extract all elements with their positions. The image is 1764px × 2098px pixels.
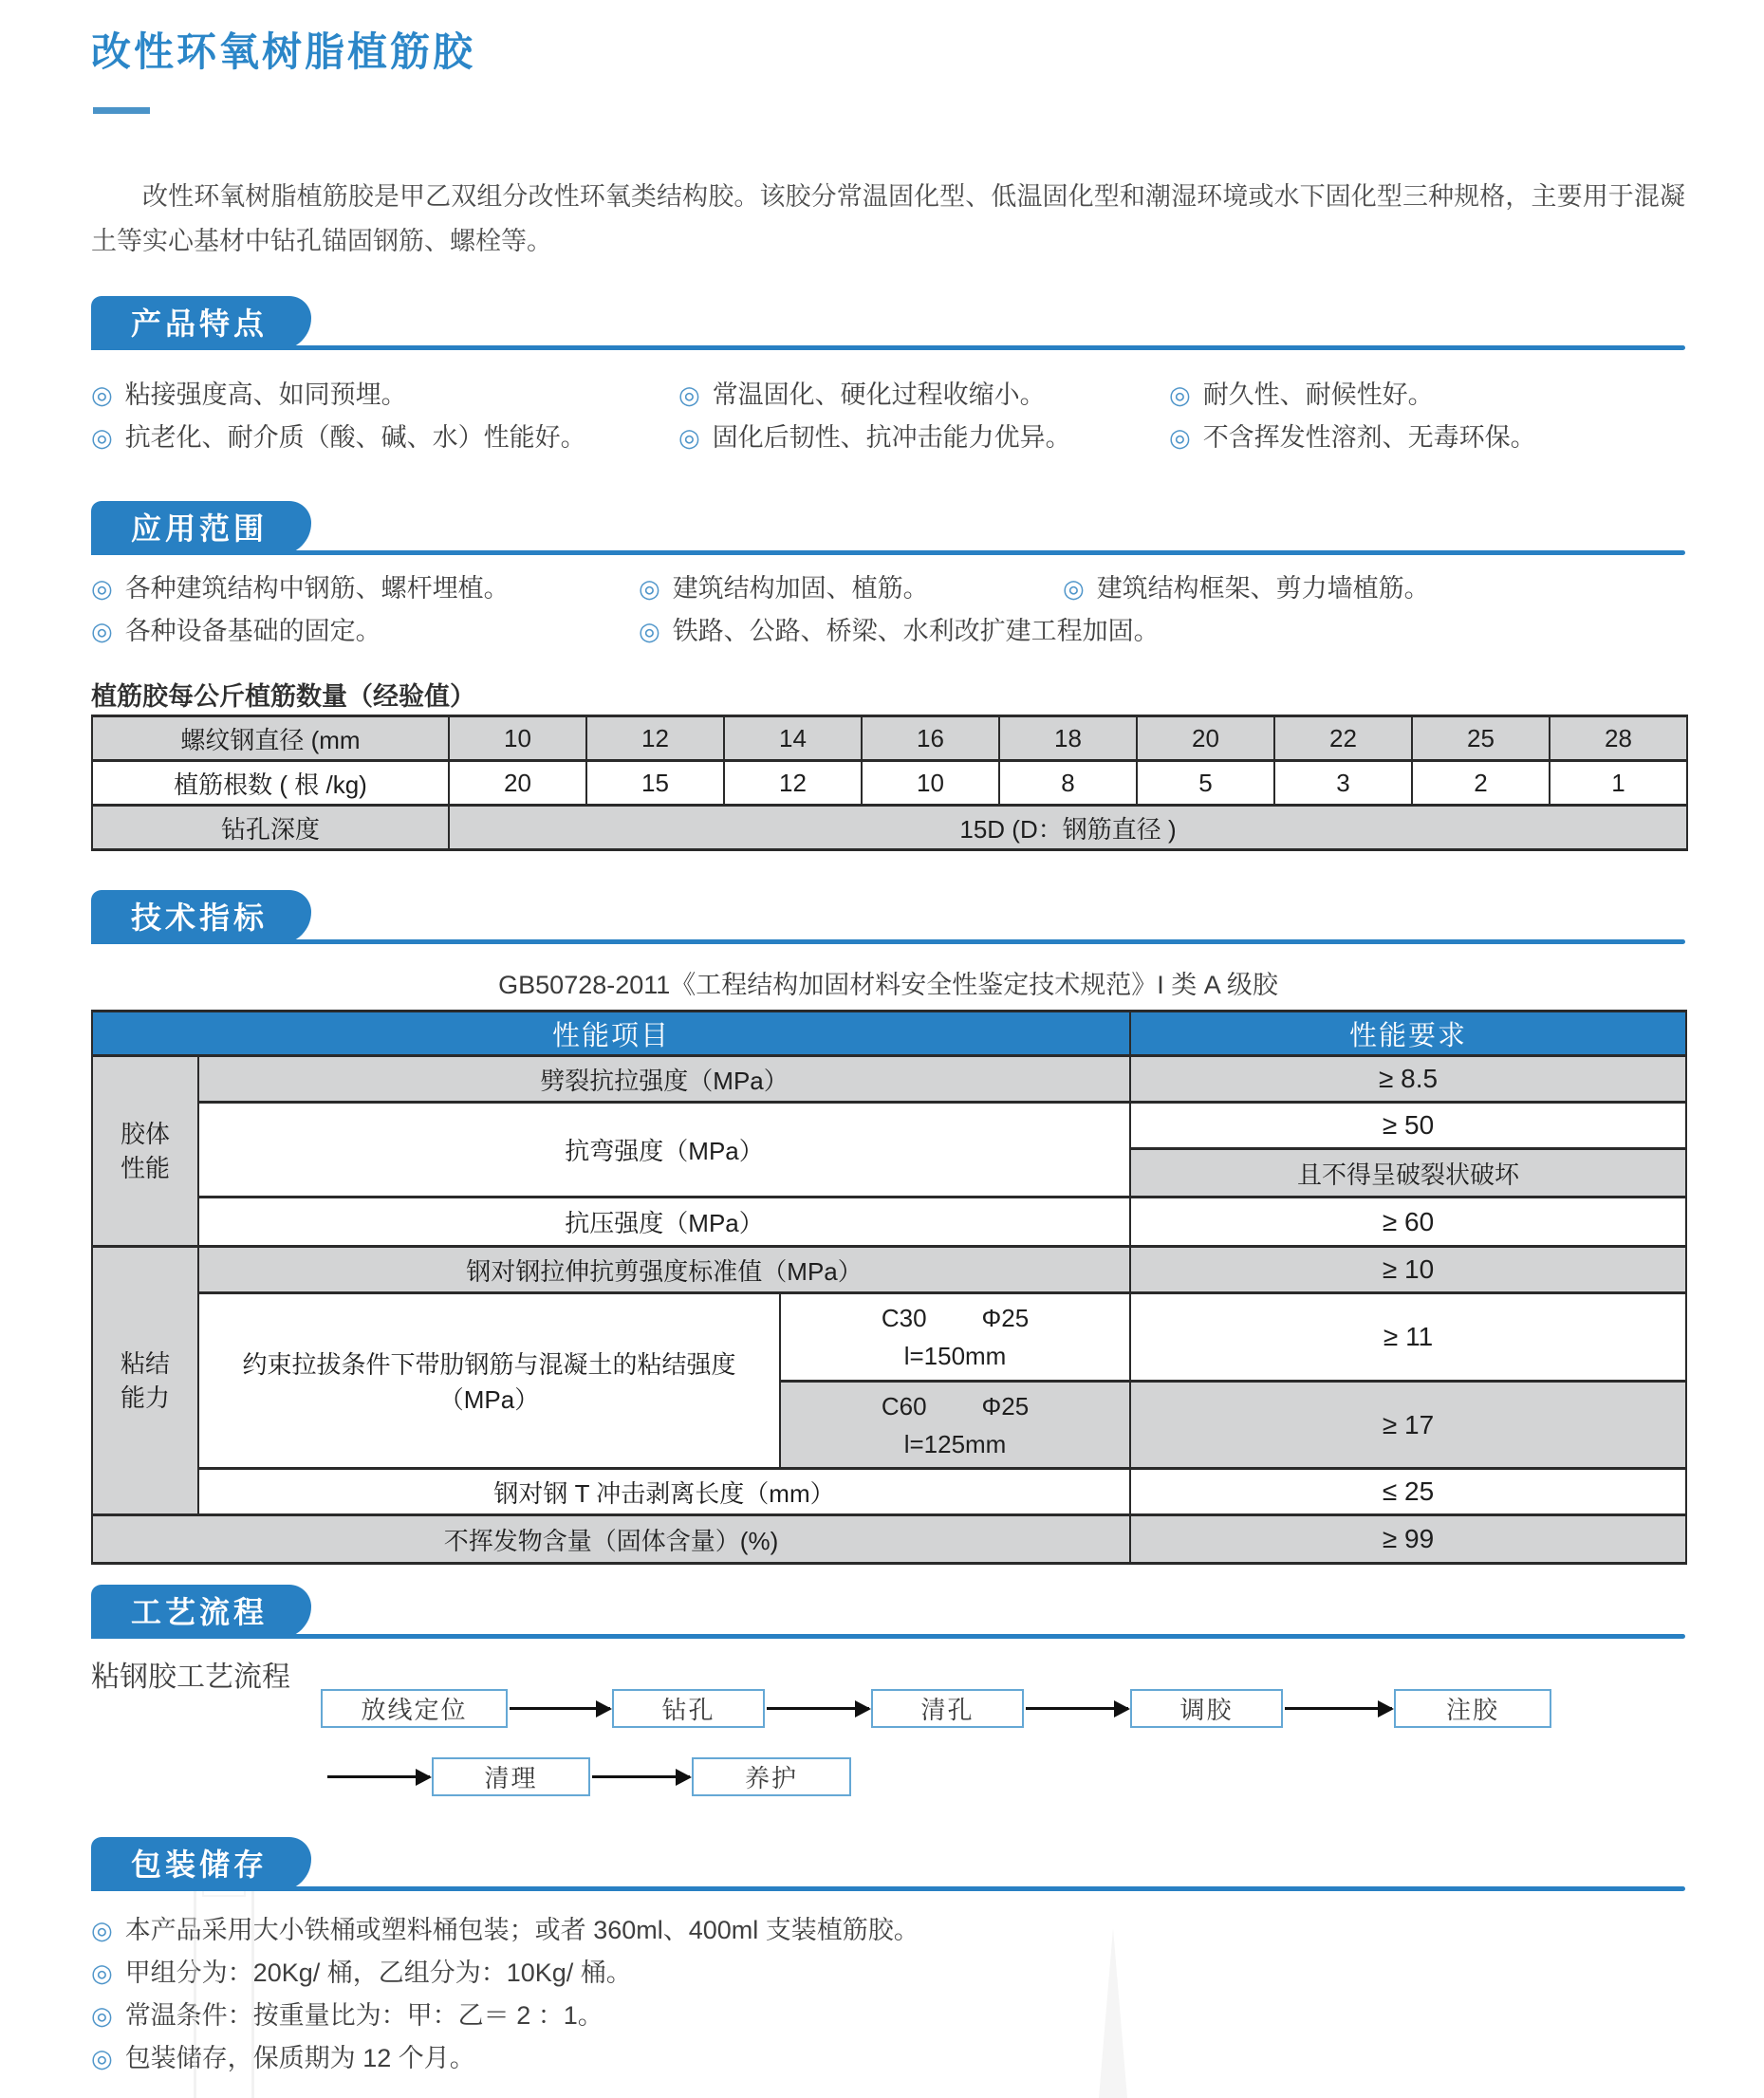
table-row	[92, 761, 1687, 806]
tech-table	[91, 1010, 1687, 1565]
property-cell: 约束拉拔条件下带肋钢筋与混凝土的粘结强度（MPa）	[198, 1293, 780, 1469]
bullseye-bullet-icon: ◎	[91, 574, 113, 603]
diameter-cell: 22	[1274, 716, 1412, 761]
column-header-req: 性能要求	[1130, 1012, 1686, 1056]
bullseye-bullet-icon: ◎	[91, 617, 113, 645]
bullseye-bullet-icon: ◎	[1169, 381, 1191, 409]
watermark-spire	[1099, 1928, 1127, 2098]
bullseye-bullet-icon: ◎	[91, 2044, 113, 2072]
content-area	[91, 0, 1685, 2098]
section-badge-features: 产品特点	[91, 296, 311, 350]
bullseye-bullet-icon: ◎	[1063, 574, 1085, 603]
diameter-cell: 12	[586, 716, 724, 761]
count-cell: 2	[1412, 761, 1550, 806]
list-item-text: 不含挥发性溶剂、无毒环保。	[1202, 423, 1536, 452]
diameter-cell: 28	[1550, 716, 1687, 761]
rebar-table-caption: 植筋胶每公斤植筋数量（经验值）	[91, 682, 475, 711]
bullseye-bullet-icon: ◎	[91, 2001, 113, 2030]
flow-arrow	[592, 1775, 690, 1778]
property-cell: 抗弯强度（MPa）	[198, 1103, 1130, 1198]
list-item	[1169, 376, 1685, 418]
table-row	[92, 1515, 1686, 1564]
flow-step-cleanup: 清理	[432, 1757, 590, 1796]
count-cell: 1	[1550, 761, 1687, 806]
section-tech-header	[91, 890, 1685, 945]
count-cell: 10	[862, 761, 999, 806]
requirement-cell: ≥ 11	[1130, 1293, 1686, 1382]
table-row	[92, 1056, 1686, 1103]
section-badge-packaging: 包装储存	[91, 1837, 311, 1891]
requirement-cell: ≥ 50	[1130, 1103, 1686, 1149]
requirement-cell: ≥ 10	[1130, 1247, 1686, 1293]
rebar-phi: Φ25	[981, 1391, 1030, 1420]
diameter-cell: 16	[862, 716, 999, 761]
group-label-bond: 粘结能力	[92, 1247, 198, 1515]
section-rule	[91, 345, 1685, 350]
section-rule	[91, 1634, 1685, 1639]
standard-note: GB50728-2011《工程结构加固材料安全性鉴定技术规范》I 类 A 级胶	[498, 971, 1278, 999]
requirement-cell: ≥ 60	[1130, 1198, 1686, 1247]
list-item	[678, 376, 1169, 418]
rebar-phi: Φ25	[981, 1304, 1030, 1332]
list-item-empty	[1063, 612, 1685, 655]
flow-arrow	[327, 1775, 430, 1778]
list-item-text: 建筑结构加固、植筋。	[672, 574, 929, 603]
list-item-text: 各种建筑结构中钢筋、螺杆埋植。	[124, 574, 510, 603]
bullseye-bullet-icon: ◎	[639, 574, 660, 603]
row-header: 钻孔深度	[92, 806, 449, 850]
flow-arrow	[1285, 1707, 1392, 1710]
count-cell: 8	[999, 761, 1137, 806]
table-row	[92, 1247, 1686, 1293]
count-cell: 20	[449, 761, 586, 806]
flow-arrow	[767, 1707, 869, 1710]
concrete-grade: C30	[881, 1304, 927, 1332]
applications-list	[91, 569, 1685, 655]
diameter-cell: 10	[449, 716, 586, 761]
bullseye-bullet-icon: ◎	[1169, 423, 1191, 452]
flow-arrow	[510, 1707, 610, 1710]
section-features-header	[91, 296, 1685, 351]
diameter-cell: 18	[999, 716, 1137, 761]
process-flowchart	[91, 1689, 1685, 1798]
list-item	[91, 376, 678, 418]
table-row	[92, 1198, 1686, 1247]
list-item	[639, 569, 1063, 612]
page-title: 改性环氧树脂植筋胶	[91, 29, 476, 74]
requirement-cell: ≥ 17	[1130, 1382, 1686, 1469]
diameter-cell: 20	[1137, 716, 1274, 761]
requirement-cell: ≥ 99	[1130, 1515, 1686, 1564]
flow-step-layout: 放线定位	[321, 1689, 508, 1728]
count-cell: 12	[724, 761, 862, 806]
property-cell: 钢对钢 T 冲击剥离长度（mm）	[198, 1469, 1130, 1515]
count-cell: 3	[1274, 761, 1412, 806]
diameter-cell: 14	[724, 716, 862, 761]
rebar-table	[91, 715, 1688, 851]
table-row	[92, 716, 1687, 761]
bullseye-bullet-icon: ◎	[91, 423, 113, 452]
list-item-text: 包装储存，保质期为 12 个月。	[124, 2044, 475, 2072]
spec-cell	[780, 1293, 1130, 1382]
diameter-cell: 25	[1412, 716, 1550, 761]
table-row	[92, 1469, 1686, 1515]
list-item-text: 甲组分为：20Kg/ 桶，乙组分为：10Kg/ 桶。	[124, 1959, 632, 1987]
list-item	[1169, 418, 1685, 461]
list-item-text: 各种设备基础的固定。	[124, 617, 381, 645]
column-header-item: 性能项目	[92, 1012, 1130, 1056]
group-label-gel: 胶体性能	[92, 1056, 198, 1247]
section-applications-header	[91, 501, 1685, 556]
bullseye-bullet-icon: ◎	[91, 1959, 113, 1987]
list-item	[91, 569, 639, 612]
flow-step-inject: 注胶	[1394, 1689, 1551, 1728]
list-item	[639, 612, 1160, 655]
list-item-text: 耐久性、耐候性好。	[1202, 381, 1434, 409]
features-list	[91, 376, 1685, 461]
section-rule	[91, 939, 1685, 944]
list-item-text: 固化后韧性、抗冲击能力优异。	[712, 423, 1071, 452]
requirement-cell: 且不得呈破裂状破坏	[1130, 1149, 1686, 1198]
section-process-header	[91, 1585, 1685, 1640]
list-item	[1063, 569, 1685, 612]
section-badge-applications: 应用范围	[91, 501, 311, 555]
count-cell: 5	[1137, 761, 1274, 806]
requirement-cell: ≥ 8.5	[1130, 1056, 1686, 1103]
flow-step-cure: 养护	[692, 1757, 851, 1796]
list-item-text: 建筑结构框架、剪力墙植筋。	[1096, 574, 1430, 603]
property-cell: 钢对钢拉伸抗剪强度标准值（MPa）	[198, 1247, 1130, 1293]
concrete-grade: C60	[881, 1391, 927, 1420]
table-row	[92, 1103, 1686, 1149]
bullseye-bullet-icon: ◎	[678, 381, 700, 409]
table-row	[92, 806, 1687, 850]
list-item	[91, 612, 639, 655]
title-underline	[93, 107, 150, 114]
property-cell: 抗压强度（MPa）	[198, 1198, 1130, 1247]
section-rule	[91, 550, 1685, 555]
count-cell: 15	[586, 761, 724, 806]
section-packaging-header	[91, 1837, 1685, 1892]
bullseye-bullet-icon: ◎	[678, 423, 700, 452]
bullseye-bullet-icon: ◎	[639, 617, 660, 645]
table-header-row	[92, 1012, 1686, 1056]
bullseye-bullet-icon: ◎	[91, 381, 113, 409]
spec-cell	[780, 1382, 1130, 1469]
bullseye-bullet-icon: ◎	[91, 1916, 113, 1944]
list-item-text: 铁路、公路、桥梁、水利改扩建工程加固。	[672, 617, 1160, 645]
row-header: 螺纹钢直径 (mm	[92, 716, 449, 761]
property-cell: 劈裂抗拉强度（MPa）	[198, 1056, 1130, 1103]
list-item-text: 粘接强度高、如同预埋。	[124, 381, 407, 409]
embed-length: l=125mm	[903, 1429, 1007, 1458]
requirement-cell: ≤ 25	[1130, 1469, 1686, 1515]
embed-length: l=150mm	[903, 1342, 1007, 1370]
flow-arrow	[1026, 1707, 1128, 1710]
process-flow-label: 粘钢胶工艺流程	[91, 1662, 290, 1693]
section-badge-process: 工艺流程	[91, 1585, 311, 1639]
section-rule	[91, 1886, 1685, 1891]
row-header: 植筋根数 ( 根 /kg)	[92, 761, 449, 806]
list-item-text: 抗老化、耐介质（酸、碱、水）性能好。	[124, 423, 586, 452]
depth-value-cell: 15D (D：钢筋直径 )	[449, 806, 1687, 850]
flow-step-clean-hole: 清孔	[871, 1689, 1024, 1728]
flow-step-mix: 调胶	[1130, 1689, 1283, 1728]
list-item	[91, 418, 678, 461]
list-item-text: 常温固化、硬化过程收缩小。	[712, 381, 1046, 409]
list-item-text: 本产品采用大小铁桶或塑料桶包装；或者 360ml、400ml 支装植筋胶。	[124, 1916, 919, 1944]
section-badge-tech: 技术指标	[91, 890, 311, 944]
property-cell: 不挥发物含量（固体含量）(%)	[92, 1515, 1130, 1564]
table-row	[92, 1293, 1686, 1382]
list-item-text: 常温条件：按重量比为：甲：乙＝ 2 ：1。	[124, 2001, 603, 2030]
list-item	[678, 418, 1169, 461]
flow-step-drill: 钻孔	[612, 1689, 765, 1728]
intro-paragraph: 改性环氧树脂植筋胶是甲乙双组分改性环氧类结构胶。该胶分常温固化型、低温固化型和潮湿环境或水下固化型三种规格，主要用于混凝土等实心基材中钻孔锚固钢筋、螺栓等。	[91, 182, 1685, 255]
